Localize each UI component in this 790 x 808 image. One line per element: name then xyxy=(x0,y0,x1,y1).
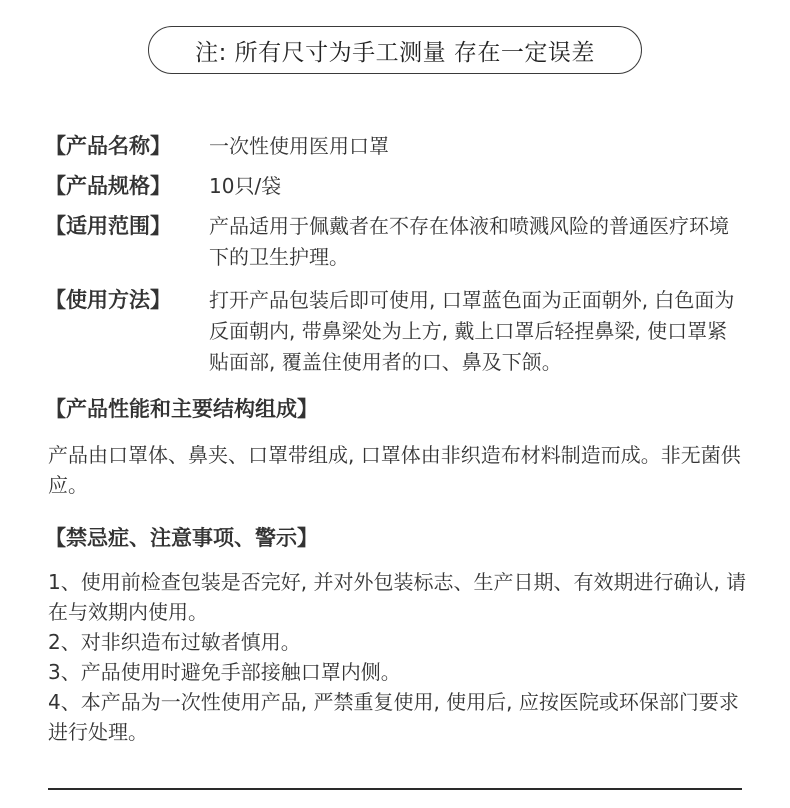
spec-value: 一次性使用医用口罩 xyxy=(209,134,389,158)
spec-row-usage xyxy=(45,285,745,378)
spec-value: 产品适用于佩戴者在不存在体液和喷溅风险的普通医疗环境下的卫生护理。 xyxy=(209,214,729,269)
measurement-note-text: 注: 所有尺寸为手工测量 存在一定误差 xyxy=(195,39,595,66)
warning-item: 2、对非织造布过敏者慎用。 xyxy=(48,630,301,654)
warnings-heading: 【禁忌症、注意事项、警示】 xyxy=(45,526,318,550)
performance-heading: 【产品性能和主要结构组成】 xyxy=(45,397,318,421)
spec-row-product-size xyxy=(45,171,745,202)
measurement-note xyxy=(148,26,642,74)
performance-paragraph: 产品由口罩体、鼻夹、口罩带组成, 口罩体由非织造布材料制造而成。非无菌供应。 xyxy=(48,443,741,497)
spec-label: 【适用范围】 xyxy=(45,214,171,238)
spec-value: 打开产品包装后即可使用, 口罩蓝色面为正面朝外, 白色面为反面朝内, 带鼻梁处为上方, 戴上口罩后轻捏鼻梁, 使口罩紧贴面部, 覆盖住使用者的口、鼻及下颌。 xyxy=(209,288,735,374)
warning-item: 1、使用前检查包装是否完好, 并对外包装标志、生产日期、有效期进行确认, 请在与效期内使用。 xyxy=(48,570,747,624)
warning-item: 4、本产品为一次性使用产品, 严禁重复使用, 使用后, 应按医院或环保部门要求进行处理。 xyxy=(48,690,739,744)
spec-label: 【产品规格】 xyxy=(45,174,171,198)
spec-value: 10只/袋 xyxy=(209,174,282,198)
performance-text xyxy=(48,440,748,500)
warning-item: 3、产品使用时避免手部接触口罩内侧。 xyxy=(48,660,401,684)
spec-label: 【使用方法】 xyxy=(45,288,171,312)
spec-row-scope xyxy=(45,211,745,273)
warnings-list xyxy=(48,567,748,747)
spec-row-product-name xyxy=(45,131,745,162)
spec-label: 【产品名称】 xyxy=(45,134,171,158)
bottom-divider xyxy=(48,788,742,790)
